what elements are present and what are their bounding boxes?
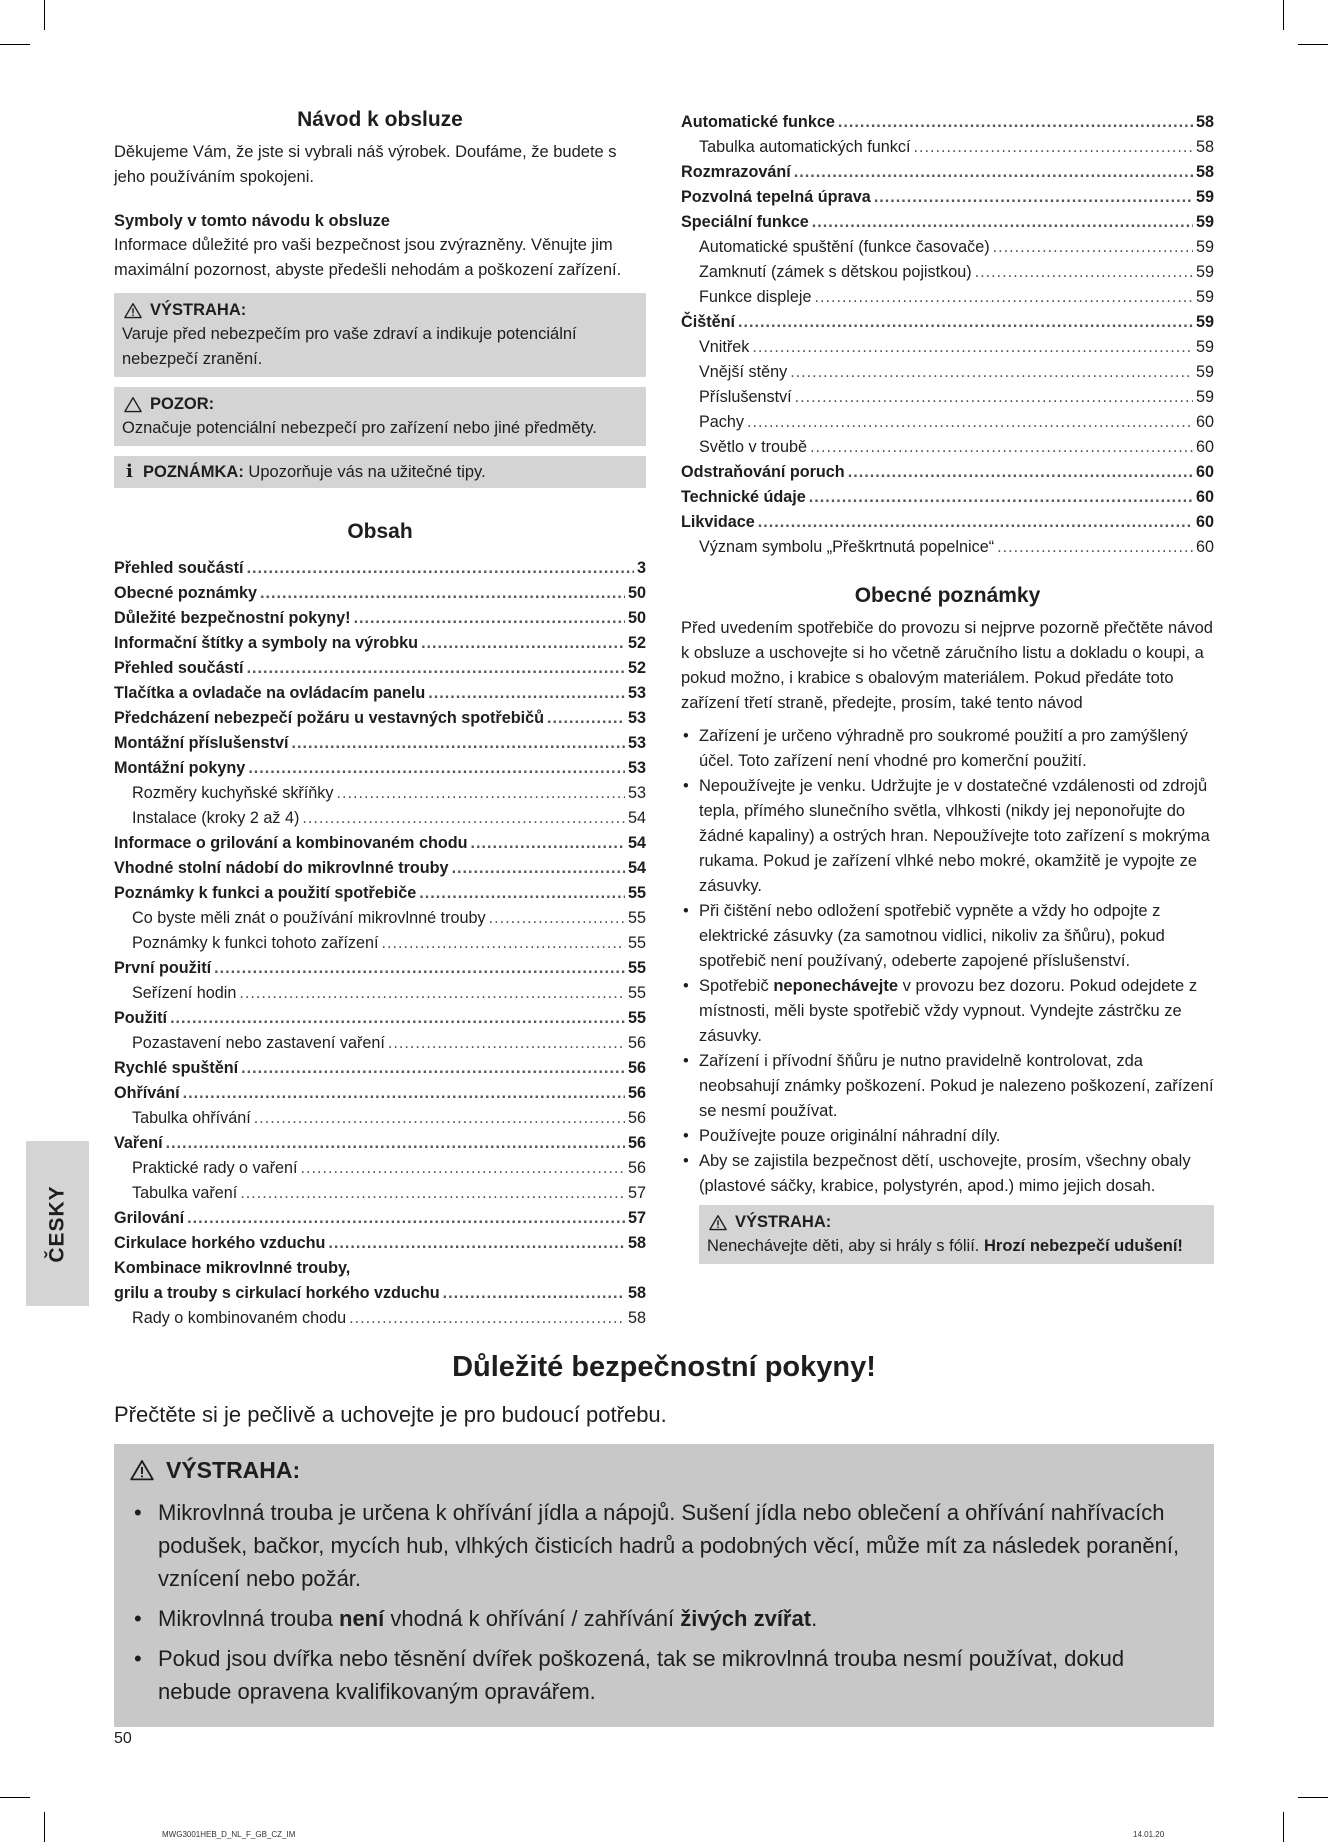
toc-entry[interactable] [114,781,646,806]
toc-entry-label: Pozvolná tepelná úprava [681,188,871,206]
crop-mark [44,0,45,30]
toc-entry-page: 58 [1195,113,1214,131]
list-item: • Používejte pouze originální náhradní díly. [681,1124,1214,1149]
toc-entry[interactable] [114,1006,646,1031]
text: vhodná k ohřívání / zahřívání [390,1606,675,1631]
toc-entry[interactable] [681,360,1214,385]
text-bold: živých zvířat [680,1606,812,1631]
toc-entry-page: 60 [1195,513,1214,531]
toc-entry-page: 56 [627,1059,646,1077]
caution-text: Označuje potenciální nebezpečí pro zařízení nebo jiné předměty. [122,419,597,437]
toc-entry[interactable] [681,410,1214,435]
list-item: • Zařízení je určeno výhradně pro soukromé použití a pro zamýšlený účel. Toto zařízení není vhodné pro komerční použití. [681,724,1214,774]
toc-entry[interactable] [114,806,646,831]
toc-entry-label: grilu a trouby s cirkulací horkého vzduchu [114,1284,440,1302]
text: Spotřebič [699,977,769,995]
toc-entry-label: Rozmrazování [681,163,791,181]
safety-list [128,1496,1200,1708]
toc-entry-label: Praktické rady o vaření [132,1159,298,1177]
toc-entry[interactable] [681,135,1214,160]
toc-entry[interactable] [114,1081,646,1106]
toc-entry-page: 59 [1195,188,1214,206]
toc-entry-label: Odstraňování poruch [681,463,845,481]
warning-text: Varuje před nebezpečím pro vaše zdraví a indikuje potenciální nebezpečí zranění. [122,325,577,368]
toc-entry[interactable] [114,1306,646,1331]
toc-entry-page: 55 [627,1009,646,1027]
toc-entry[interactable] [681,285,1214,310]
toc-entry-label: Předcházení nebezpečí požáru u vestavných spotřebičů [114,709,544,727]
toc-entry-page: 59 [1195,388,1214,406]
toc-entry[interactable] [114,606,646,631]
toc-entry-label: Čištění [681,313,735,331]
toc-entry-label: Co byste měli znát o používání mikrovlnné trouby [132,909,486,927]
toc-right [681,110,1214,560]
toc-entry[interactable] [114,1231,646,1256]
toc-entry[interactable] [681,385,1214,410]
toc-entry[interactable] [114,1031,646,1056]
toc-entry-label: Tabulka vaření [132,1184,238,1202]
toc-entry-page: 60 [1195,413,1214,431]
toc-combo-line: Kombinace mikrovlnné trouby, [114,1259,351,1277]
toc-entry[interactable] [681,235,1214,260]
toc-entry-page: 56 [627,1084,646,1102]
toc-entry-page: 58 [1195,138,1214,156]
crop-mark [1283,1812,1284,1842]
warning-label: VÝSTRAHA: [166,1457,301,1483]
symbols-text: Informace důležité pro vaši bezpečnost jsou zvýrazněny. Věnujte jim maximální pozornost, abyste předešli nehodám a poškození zařízení. [114,236,622,279]
toc-entry[interactable] [681,110,1214,135]
toc-entry[interactable] [681,210,1214,235]
toc-entry-page: 59 [1195,338,1214,356]
children-warning-box [699,1205,1214,1264]
toc-entry[interactable] [114,1131,646,1156]
toc-entry[interactable] [114,706,646,731]
toc-entry[interactable] [114,656,646,681]
toc-entry-page: 54 [627,859,646,877]
manual-title: Návod k obsluze [297,108,463,131]
toc-entry-label: Rady o kombinovaném chodu [132,1309,347,1327]
toc-entry-label: Ohřívání [114,1084,180,1102]
toc-entry-page: 59 [1195,238,1214,256]
toc-entry-page: 59 [1195,313,1214,331]
toc-entry[interactable] [114,731,646,756]
toc-entry[interactable] [114,756,646,781]
toc-entry-page: 60 [1195,488,1214,506]
toc-entry[interactable] [114,831,646,856]
crop-mark [0,44,30,45]
toc-entry-label: Vaření [114,1134,163,1152]
list-item: • Aby se zajistila bezpečnost dětí, uschovejte, prosím, všechny obaly (plastové sáčky, krabice, polystyrén, apod.) mimo jejich dosah. [681,1149,1214,1199]
crop-mark [44,1812,45,1842]
toc-entry[interactable] [681,335,1214,360]
caution-label: POZOR: [150,395,215,413]
toc-entry-label: Cirkulace horkého vzduchu [114,1234,326,1252]
text: . [811,1606,818,1631]
safety-intro: Přečtěte si je pečlivě a uchovejte je pro budoucí potřebu. [114,1402,667,1427]
toc-entry-page: 53 [627,759,646,777]
toc-entry-page: 3 [636,559,646,577]
toc-entry-label: Přehled součástí [114,559,244,577]
toc-entry-page: 58 [1195,163,1214,181]
toc-entry-page: 56 [627,1109,646,1127]
toc-entry-label: Grilování [114,1209,185,1227]
toc-entry[interactable] [114,856,646,881]
toc-entry-page: 55 [627,984,646,1002]
toc-entry-label: Instalace (kroky 2 až 4) [132,809,300,827]
toc-entry[interactable] [114,1156,646,1181]
toc-entry-label: Technické údaje [681,488,806,506]
toc-entry[interactable] [681,185,1214,210]
warning-text-bold: Hrozí nebezpečí udušení! [983,1237,1183,1255]
warning-icon [709,1214,727,1231]
toc-entry-page: 60 [1195,438,1214,456]
warning-box [114,293,646,377]
toc-entry[interactable] [681,260,1214,285]
toc-entry-page: 60 [1195,538,1214,556]
footer-code: MWG3001HEB_D_NL_F_GB_CZ_IM [162,1830,296,1839]
general-intro: Před uvedením spotřebiče do provozu si nejprve pozorně přečtěte návod k obsluze a uschovejte si ho včetně záručního listu a dokladu o koupi, a pokud možno, i krabice s obalovým materiálem. Pokud předáte toto zařízení třetí straně, předejte, prosím, také tento návod [681,619,1213,712]
toc-entry-label: Vhodné stolní nádobí do mikrovlnné trouby [114,859,449,877]
toc-entry-page: 58 [627,1234,646,1252]
caution-icon [124,396,142,413]
crop-mark [1283,0,1284,30]
list-item: • Zařízení i přívodní šňůru je nutno pravidelně kontrolovat, zda neobsahují známky poškození. Pokud je nalezeno poškození, zařízení se nesmí používat. [681,1049,1214,1124]
toc-entry[interactable] [114,931,646,956]
toc-entry[interactable] [681,535,1214,560]
list-item: • Nepoužívejte je venku. Udržujte je v dostatečné vzdálenosti od zdrojů tepla, přímého slunečního světla, vlhkosti (nikdy jej neponořujte do žádné kapaliny) a ostrých hran. Nepoužívejte toto zařízení s mokrýma rukama. Pokud je zařízení vlhké nebo mokré, okamžitě je vypojte ze zásuvky. [681,774,1214,899]
toc-entry[interactable] [114,681,646,706]
safety-section [114,1351,1214,1727]
toc-entry-label: Příslušenství [699,388,792,406]
toc-left [114,556,646,1256]
thanks-text: Děkujeme Vám, že jste si vybrali náš výrobek. Doufáme, že budete s jeho používáním spokojeni. [114,143,617,186]
toc-entry[interactable] [114,1181,646,1206]
footer-date: 14.01.20 [1133,1830,1165,1839]
toc-title: Obsah [347,520,413,543]
text-bold: není [339,1606,385,1631]
safety-warning-box [114,1444,1214,1727]
toc-entry-label: Obecné poznámky [114,584,258,602]
note-label: POZNÁMKA: [143,463,244,481]
toc-entry[interactable] [681,460,1214,485]
text-bold: neponechávejte [773,977,899,995]
toc-entry-page: 55 [627,884,646,902]
toc-entry-page: 54 [627,809,646,827]
toc-entry[interactable] [114,1281,646,1306]
toc-entry-label: Rychlé spuštění [114,1059,239,1077]
toc-entry[interactable] [114,1206,646,1231]
toc-entry-label: Poznámky k funkci tohoto zařízení [132,934,379,952]
language-tab [26,1141,89,1306]
safety-title: Důležité bezpečnostní pokyny! [452,1351,876,1383]
warning-label: VÝSTRAHA: [150,301,247,319]
warning-text: Nenechávejte děti, aby si hrály s fólií. [707,1237,980,1255]
general-title: Obecné poznámky [854,584,1041,607]
toc-entry-label: Zamknutí (zámek s dětskou pojistkou) [699,263,972,281]
toc-entry[interactable] [114,906,646,931]
toc-entry-page: 56 [627,1159,646,1177]
toc-entry-page: 58 [627,1284,646,1302]
toc-entry-page: 59 [1195,263,1214,281]
toc-entry[interactable] [114,1056,646,1081]
toc-entry-label: Montážní příslušenství [114,734,289,752]
toc-entry-page: 58 [627,1309,646,1327]
toc-entry-page: 54 [627,834,646,852]
toc-entry[interactable] [114,881,646,906]
toc-entry-label: Vnější stěny [699,363,788,381]
toc-entry-label: Pozastavení nebo zastavení vaření [132,1034,385,1052]
list-item [128,1602,1200,1635]
toc-entry-page: 53 [627,734,646,752]
toc-entry-page: 52 [627,634,646,652]
list-item: • Pokud jsou dvířka nebo těsnění dvířek poškozená, tak se mikrovlnná trouba nesmí používat, dokud nebude opravena kvalifikovaným opravářem. [128,1642,1200,1708]
warning-icon [130,1459,154,1481]
toc-entry[interactable] [114,956,646,981]
toc-entry-page: 56 [627,1034,646,1052]
toc-entry-page: 57 [627,1209,646,1227]
toc-entry-label: Tabulka ohřívání [132,1109,251,1127]
toc-entry-label: Seřízení hodin [132,984,237,1002]
crop-mark [0,1797,30,1798]
toc-entry-page: 59 [1195,288,1214,306]
crop-mark [1298,1797,1328,1798]
toc-entry-label: Význam symbolu „Přeškrtnutá popelnice“ [699,538,995,556]
toc-entry-page: 50 [627,584,646,602]
text: v provozu bez dozoru. Pokud odejdete z místnosti, měli byste spotřebič vždy vypnout. Vyndejte zástrčku ze zásuvky. [699,977,1198,1045]
toc-entry-label: Informace o grilování a kombinovaném chodu [114,834,468,852]
toc-entry-label: Světlo v troubě [699,438,807,456]
toc-entry-label: Tabulka automatických funkcí [699,138,911,156]
toc-entry-page: 53 [627,709,646,727]
text: Mikrovlnná trouba [158,1606,333,1631]
toc-entry[interactable] [681,510,1214,535]
crop-mark [1298,44,1328,45]
toc-entry[interactable] [114,631,646,656]
toc-entry-label: Montážní pokyny [114,759,246,777]
toc-entry-label: Použití [114,1009,168,1027]
list-item [681,974,1214,1049]
left-column [114,108,646,1331]
toc-entry[interactable] [681,160,1214,185]
toc-entry-label: Automatické spuštění (funkce časovače) [699,238,990,256]
general-list [681,724,1214,1199]
warning-label: VÝSTRAHA: [735,1213,832,1231]
toc-entry-label: Tlačítka a ovladače na ovládacím panelu [114,684,426,702]
toc-entry-label: Důležité bezpečnostní pokyny! [114,609,351,627]
page-number: 50 [114,1730,132,1747]
toc-entry[interactable] [114,556,646,581]
toc-entry-page: 56 [627,1134,646,1152]
toc-entry-label: Rozměry kuchyňské skříňky [132,784,334,802]
toc-entry-page: 60 [1195,463,1214,481]
toc-entry-page: 50 [627,609,646,627]
toc-entry[interactable] [681,435,1214,460]
toc-entry-label: Přehled součástí [114,659,244,677]
toc-entry-label: Poznámky k funkci a použití spotřebiče [114,884,417,902]
toc-entry-label: Likvidace [681,513,755,531]
toc-entry-label: První použití [114,959,212,977]
toc-entry-page: 52 [627,659,646,677]
toc-entry-page: 57 [627,1184,646,1202]
toc-entry[interactable] [681,310,1214,335]
right-column [681,110,1214,1264]
toc-entry-page: 55 [627,934,646,952]
toc-entry[interactable] [114,981,646,1006]
toc-entry-page: 55 [627,959,646,977]
toc-entry-label: Informační štítky a symboly na výrobku [114,634,419,652]
toc-entry-page: 55 [627,909,646,927]
language-label: ČESKY [45,1184,69,1263]
note-text: Upozorňuje vás na užitečné tipy. [248,463,486,481]
toc-entry-label: Funkce displeje [699,288,812,306]
info-icon: i [126,461,133,482]
toc-entry[interactable] [681,485,1214,510]
warning-icon [124,302,142,319]
toc-entry-page: 53 [627,784,646,802]
toc-entry-page: 53 [627,684,646,702]
toc-entry-page: 59 [1195,213,1214,231]
toc-entry-label: Automatické funkce [681,113,835,131]
caution-box [114,387,646,446]
toc-entry[interactable] [114,1106,646,1131]
list-item: • Při čištění nebo odložení spotřebič vypněte a vždy ho odpojte z elektrické zásuvky (za samotnou vidlici, nikoliv za šňůru), pokud spotřebič není používaný, odeberte zapojené příslušenství. [681,899,1214,974]
note-box [114,456,646,488]
symbols-heading: Symboly v tomto návodu k obsluze [114,212,390,230]
toc-entry-label: Pachy [699,413,744,431]
toc-entry-label: Vnitřek [699,338,750,356]
toc-entry-label: Speciální funkce [681,213,809,231]
toc-entry-page: 59 [1195,363,1214,381]
toc-entry[interactable] [114,581,646,606]
list-item: • Mikrovlnná trouba je určena k ohřívání jídla a nápojů. Sušení jídla nebo oblečení a ohřívání nahřívacích podušek, bačkor, mycích hub, vlhkých čisticích hadrů a podobných věcí, může mít za následek poranění, vznícení nebo požár. [128,1496,1200,1595]
